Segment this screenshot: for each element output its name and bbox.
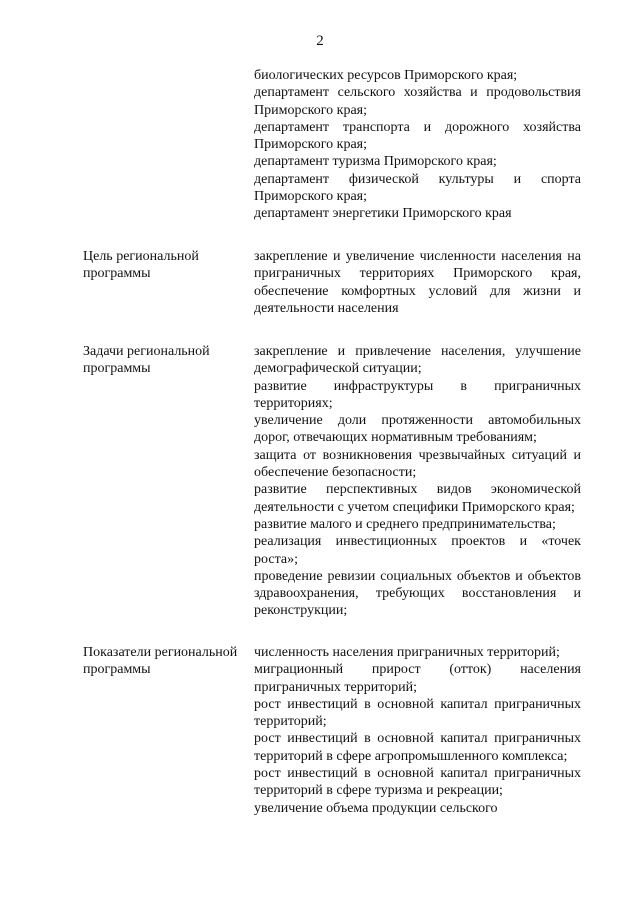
list-item: проведение ревизии социальных объектов и объектов здравоохранения, требующих восстановления и реконструкции;	[254, 568, 581, 619]
list-item: развитие инфраструктуры в приграничных территориях;	[254, 378, 581, 411]
list-item: миграционный прирост (отток) населения приграничных территорий;	[254, 662, 581, 695]
goal-label: Цель региональной программы	[83, 249, 199, 282]
indicators-list	[254, 644, 581, 817]
list-item: реализация инвестиционных проектов и «точек роста»;	[254, 534, 581, 567]
list-item: департамент сельского хозяйства и продовольствия Приморского края;	[254, 85, 581, 118]
list-item: увеличение доли протяженности автомобильных дорог, отвечающих нормативным требованиям;	[254, 413, 581, 446]
list-item: численность населения приграничных территорий;	[254, 645, 560, 660]
list-item: департамент физической культуры и спорта Приморского края;	[254, 171, 581, 205]
continuation-list	[254, 67, 581, 223]
list-item: развитие малого и среднего предпринимательства;	[254, 516, 556, 532]
list-item: развитие перспективных видов экономической деятельности с учетом специфики Приморского края;	[254, 482, 581, 515]
list-item: департамент энергетики Приморского края	[254, 206, 512, 222]
list-item: биологических ресурсов Приморского края;	[254, 68, 518, 83]
list-item: департамент транспорта и дорожного хозяйства Приморского края;	[254, 119, 581, 153]
indicators-label: Показатели региональной программы	[83, 645, 238, 678]
list-item: рост инвестиций в основной капитал приграничных территорий в сфере туризма и рекреации;	[254, 766, 581, 799]
list-item: закрепление и привлечение населения, улучшение демографической ситуации;	[254, 344, 581, 377]
list-item: рост инвестиций в основной капитал приграничных территорий в сфере агропромышленного комплекса;	[254, 731, 581, 764]
tasks-label: Задачи региональной программы	[83, 344, 210, 377]
tasks-list	[254, 343, 581, 620]
page-number: 2	[316, 33, 324, 49]
goal-text: закрепление и увеличение численности населения на приграничных территориях Приморского края, обеспечение комфортных условий для жизни и деятельности населения	[254, 249, 581, 316]
list-item: увеличение объема продукции сельского	[254, 800, 498, 816]
list-item: рост инвестиций в основной капитал приграничных территорий;	[254, 696, 581, 730]
list-item: департамент туризма Приморского края;	[254, 154, 497, 170]
list-item: защита от возникновения чрезвычайных ситуаций и обеспечение безопасности;	[254, 447, 581, 481]
